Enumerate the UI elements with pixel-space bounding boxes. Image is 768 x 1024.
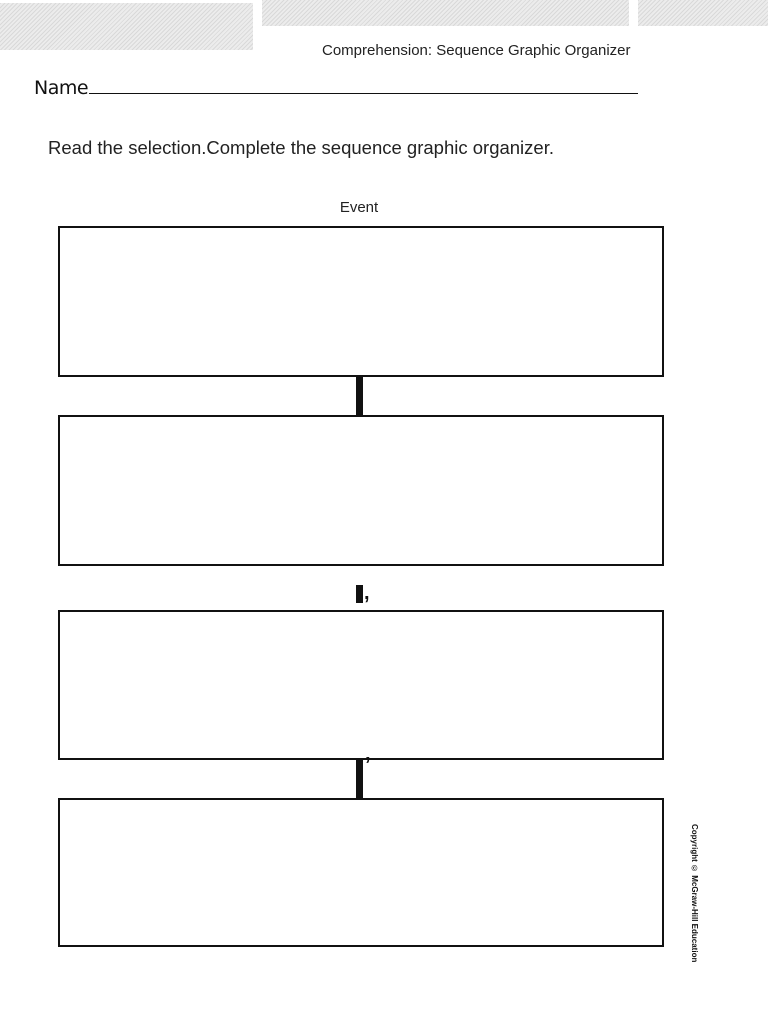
header-band-left — [0, 3, 253, 50]
event-box-1[interactable] — [58, 226, 664, 377]
connector-mark-1: , — [364, 582, 370, 604]
instructions: Read the selection.Complete the sequence graphic organizer. — [48, 137, 554, 158]
event-box-2[interactable] — [58, 415, 664, 566]
event-box-4[interactable] — [58, 798, 664, 947]
name-field[interactable] — [89, 93, 638, 94]
event-column-label: Event — [339, 199, 379, 216]
connector-1 — [356, 376, 363, 415]
event-box-3[interactable] — [58, 610, 664, 760]
header-band-right — [638, 0, 768, 26]
name-label: Name — [34, 77, 89, 99]
connector-3 — [356, 760, 363, 798]
page-title: Comprehension: Sequence Graphic Organizer — [322, 42, 631, 59]
connector-2 — [356, 585, 363, 603]
header-band-middle — [262, 0, 629, 26]
copyright-notice: Copyright © McGraw-Hill Education — [690, 824, 699, 963]
name-row — [34, 77, 640, 99]
connector-mark-2: ’ — [365, 754, 371, 776]
